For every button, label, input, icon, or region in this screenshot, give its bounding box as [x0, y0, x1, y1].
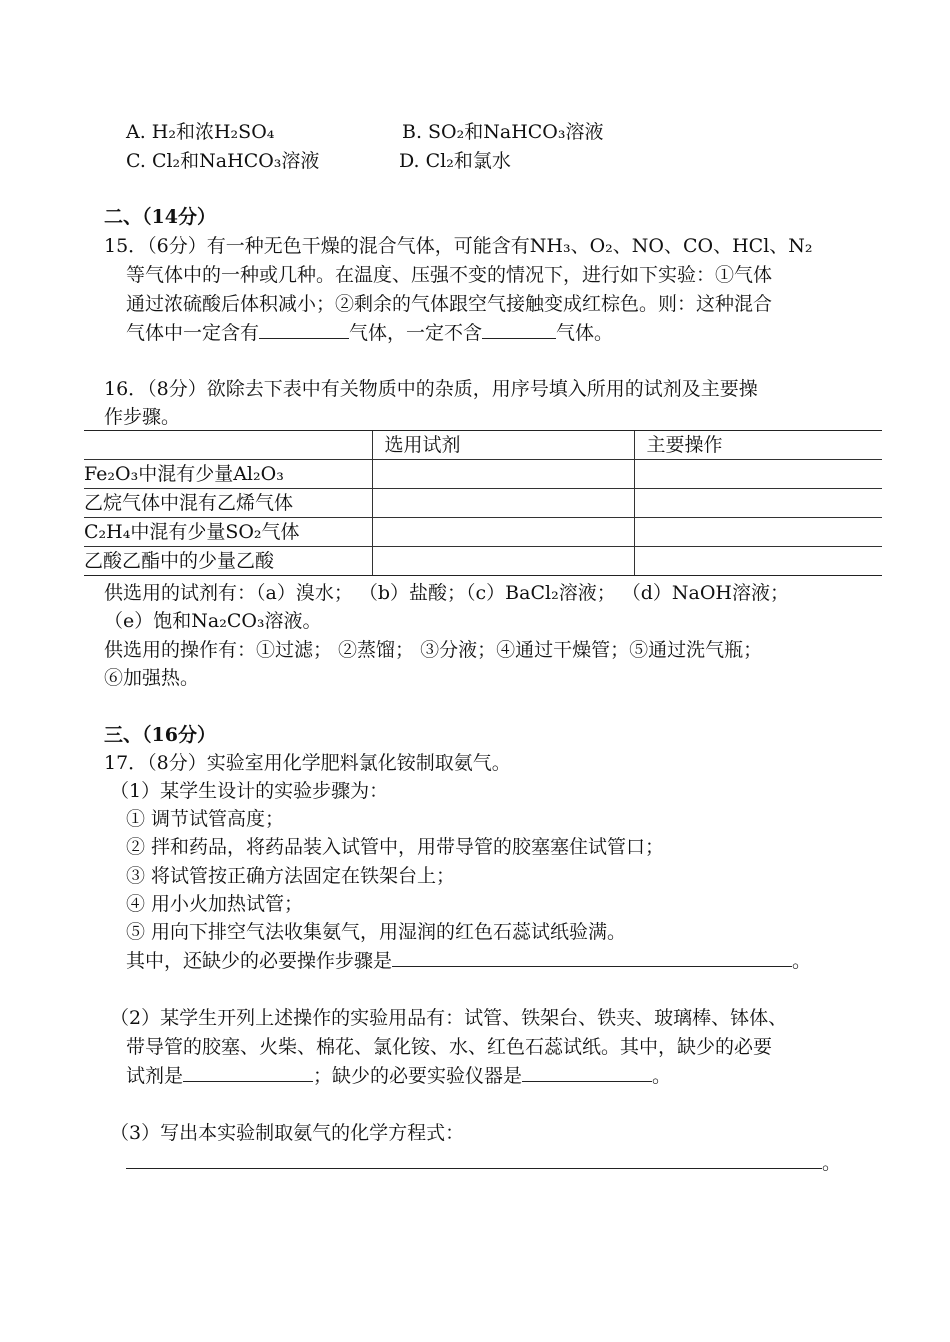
- table-cell: 乙酸乙酯中的少量乙酸: [84, 547, 372, 576]
- reagents-line-1: 供选用的试剂有：（a）溴水； （b）盐酸；（c）BaCl₂溶液； （d）NaOH溶液；: [104, 582, 789, 604]
- table-header: 选用试剂: [372, 431, 634, 460]
- q17-part1-missing: [126, 948, 811, 974]
- answer-blank[interactable]: [392, 948, 792, 967]
- table-row: [84, 547, 882, 576]
- table-cell[interactable]: [372, 547, 634, 576]
- q17-part2-line-1: （2）某学生开列上述操作的实验用品有：试管、铁架台、铁夹、玻璃棒、钵体、: [110, 1007, 788, 1029]
- answer-blank[interactable]: [522, 1063, 652, 1082]
- table-row: [84, 518, 882, 547]
- option-d: D. Cl₂和氯水: [399, 150, 511, 172]
- q17-period: 。: [822, 1152, 842, 1174]
- option-a: A. H₂和浓H₂SO₄: [126, 121, 275, 143]
- answer-blank[interactable]: [259, 320, 349, 339]
- table-header: 主要操作: [634, 431, 882, 460]
- q17-part2-line-2: 带导管的胶塞、火柴、棉花、氯化铵、水、红色石蕊试纸。其中，缺少的必要: [126, 1036, 773, 1058]
- step-item: ⑤ 用向下排空气法收集氨气，用湿润的红色石蕊试纸验满。: [126, 921, 627, 943]
- q15-line-4: [126, 320, 613, 346]
- q15-line-1: 15．（6分）有一种无色干燥的混合气体，可能含有NH₃、O₂、NO、CO、HCl、N₂: [104, 235, 813, 257]
- q15-line-2: 等气体中的一种或几种。在温度、压强不变的情况下，进行如下实验：①气体: [126, 264, 773, 286]
- step-item: ② 拌和药品，将药品装入试管中，用带导管的胶塞塞住试管口；: [126, 836, 665, 858]
- option-c: C. Cl₂和NaHCO₃溶液: [126, 150, 320, 172]
- operations-line-2: ⑥加强热。: [104, 667, 200, 689]
- table-cell[interactable]: [634, 489, 882, 518]
- table-cell[interactable]: [372, 460, 634, 489]
- table-row: [84, 460, 882, 489]
- answer-blank[interactable]: [126, 1150, 822, 1169]
- step-item: ③ 将试管按正确方法固定在铁架台上；: [126, 865, 456, 887]
- answer-blank[interactable]: [482, 320, 556, 339]
- q16-line-2: 作步骤。: [104, 406, 181, 428]
- step-item: ① 调节试管高度；: [126, 808, 285, 830]
- table-cell: C₂H₄中混有少量SO₂气体: [84, 518, 372, 547]
- q17-missing-text: 其中，还缺少的必要操作步骤是: [126, 950, 393, 972]
- table-cell[interactable]: [372, 518, 634, 547]
- table-cell[interactable]: [634, 518, 882, 547]
- table-header-row: [84, 431, 882, 460]
- q17-part2-line-3: [126, 1063, 671, 1089]
- q17-part3-answer: [126, 1150, 841, 1176]
- reagents-line-2: （e）饱和Na₂CO₃溶液。: [104, 610, 322, 632]
- q17-period: 。: [652, 1065, 672, 1087]
- q17-part1-intro: （1）某学生设计的实验步骤为：: [110, 780, 389, 802]
- q17-period: 。: [792, 950, 812, 972]
- table-cell: 乙烷气体中混有乙烯气体: [84, 489, 372, 518]
- q16-line-1: 16．（8分）欲除去下表中有关物质中的杂质，用序号填入所用的试剂及主要操: [104, 378, 758, 400]
- q15-text-a: 气体中一定含有: [126, 322, 260, 344]
- operations-line-1: 供选用的操作有：①过滤； ②蒸馏； ③分液；④通过干燥管；⑤通过洗气瓶；: [104, 639, 763, 661]
- section-heading: 二、（14分）: [104, 206, 216, 228]
- q17-part3-line-1: （3）写出本实验制取氨气的化学方程式：: [110, 1122, 465, 1144]
- table-cell[interactable]: [634, 547, 882, 576]
- q17-reagent-text: 试剂是: [126, 1065, 184, 1087]
- table-cell[interactable]: [372, 489, 634, 518]
- table-row: [84, 489, 882, 518]
- table-cell: Fe₂O₃中混有少量Al₂O₃: [84, 460, 372, 489]
- q15-text-b: 气体，一定不含: [349, 322, 483, 344]
- table-cell[interactable]: [634, 460, 882, 489]
- q17-instrument-text: ；缺少的必要实验仪器是: [313, 1065, 523, 1087]
- answer-blank[interactable]: [183, 1063, 313, 1082]
- table-header: [84, 431, 372, 460]
- q15-text-c: 气体。: [556, 322, 614, 344]
- impurity-table: [84, 430, 882, 576]
- q15-line-3: 通过浓硫酸后体积减小；②剩余的气体跟空气接触变成红棕色。则：这种混合: [126, 293, 773, 315]
- option-b: B. SO₂和NaHCO₃溶液: [402, 121, 604, 143]
- section-heading: 三、（16分）: [104, 724, 216, 746]
- q17-title: 17．（8分）实验室用化学肥料氯化铵制取氨气。: [104, 752, 511, 774]
- step-item: ④ 用小火加热试管；: [126, 893, 304, 915]
